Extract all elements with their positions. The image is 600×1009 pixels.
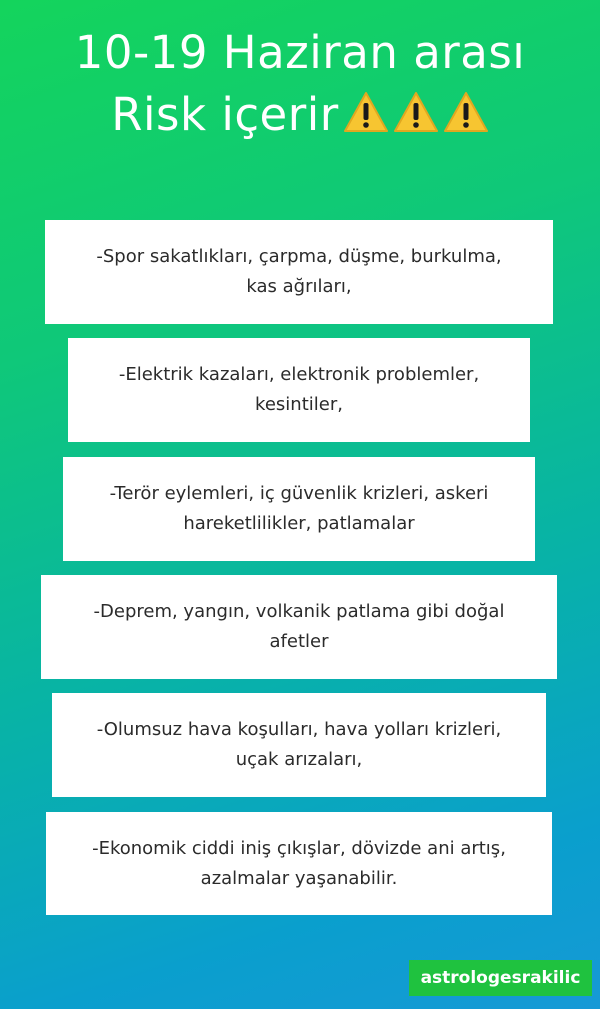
risk-text-line: -Ekonomik ciddi iniş çıkışlar, dövizde ani artış, bbox=[92, 837, 506, 859]
risk-text-line: -Deprem, yangın, volkanik patlama gibi doğal bbox=[93, 601, 505, 622]
risk-card-natural-disasters bbox=[41, 575, 557, 679]
risk-text-line: kesintiler, bbox=[255, 394, 343, 415]
risk-card-text bbox=[110, 479, 489, 539]
warning-sign-icon bbox=[343, 90, 389, 134]
risk-text-line: afetler bbox=[269, 631, 329, 652]
risk-text-line: -Elektrik kazaları, elektronik problemler, bbox=[118, 364, 480, 385]
risk-text-line: kas ağrıları, bbox=[246, 276, 352, 297]
risk-card-weather-aviation bbox=[52, 693, 546, 797]
warning-sign-icon bbox=[443, 90, 489, 134]
title-line-1: 10-19 Haziran arası bbox=[74, 26, 526, 79]
risk-text-line: azalmalar yaşanabilir. bbox=[200, 867, 398, 889]
risk-card-text bbox=[97, 715, 502, 775]
risk-card-security-crises bbox=[63, 457, 535, 561]
title-line-2 bbox=[0, 84, 600, 146]
risk-card-text bbox=[92, 834, 506, 894]
risk-text-line: -Spor sakatlıkları, çarpma, düşme, burkulma, bbox=[96, 246, 502, 267]
warning-sign-icon bbox=[393, 90, 439, 134]
risk-card-text bbox=[119, 360, 479, 420]
risk-text-line: -Terör eylemleri, iç güvenlik krizleri, askeri bbox=[109, 483, 489, 504]
risk-card-text bbox=[96, 242, 501, 302]
page-title bbox=[0, 22, 600, 146]
title-line-2-text: Risk içerir bbox=[111, 88, 339, 141]
risk-text-line: -Olumsuz hava koşulları, hava yolları krizleri, bbox=[96, 719, 502, 740]
risk-card-text bbox=[94, 597, 505, 657]
author-watermark: astrologesrakilic bbox=[409, 960, 592, 996]
risk-text-line: uçak arızaları, bbox=[235, 749, 363, 770]
risk-text-line: hareketlilikler, patlamalar bbox=[183, 513, 415, 534]
risk-card-electrical-accidents bbox=[68, 338, 530, 442]
risk-card-economic-fluctuations bbox=[46, 812, 552, 915]
risk-card-sports-injuries bbox=[45, 220, 553, 324]
